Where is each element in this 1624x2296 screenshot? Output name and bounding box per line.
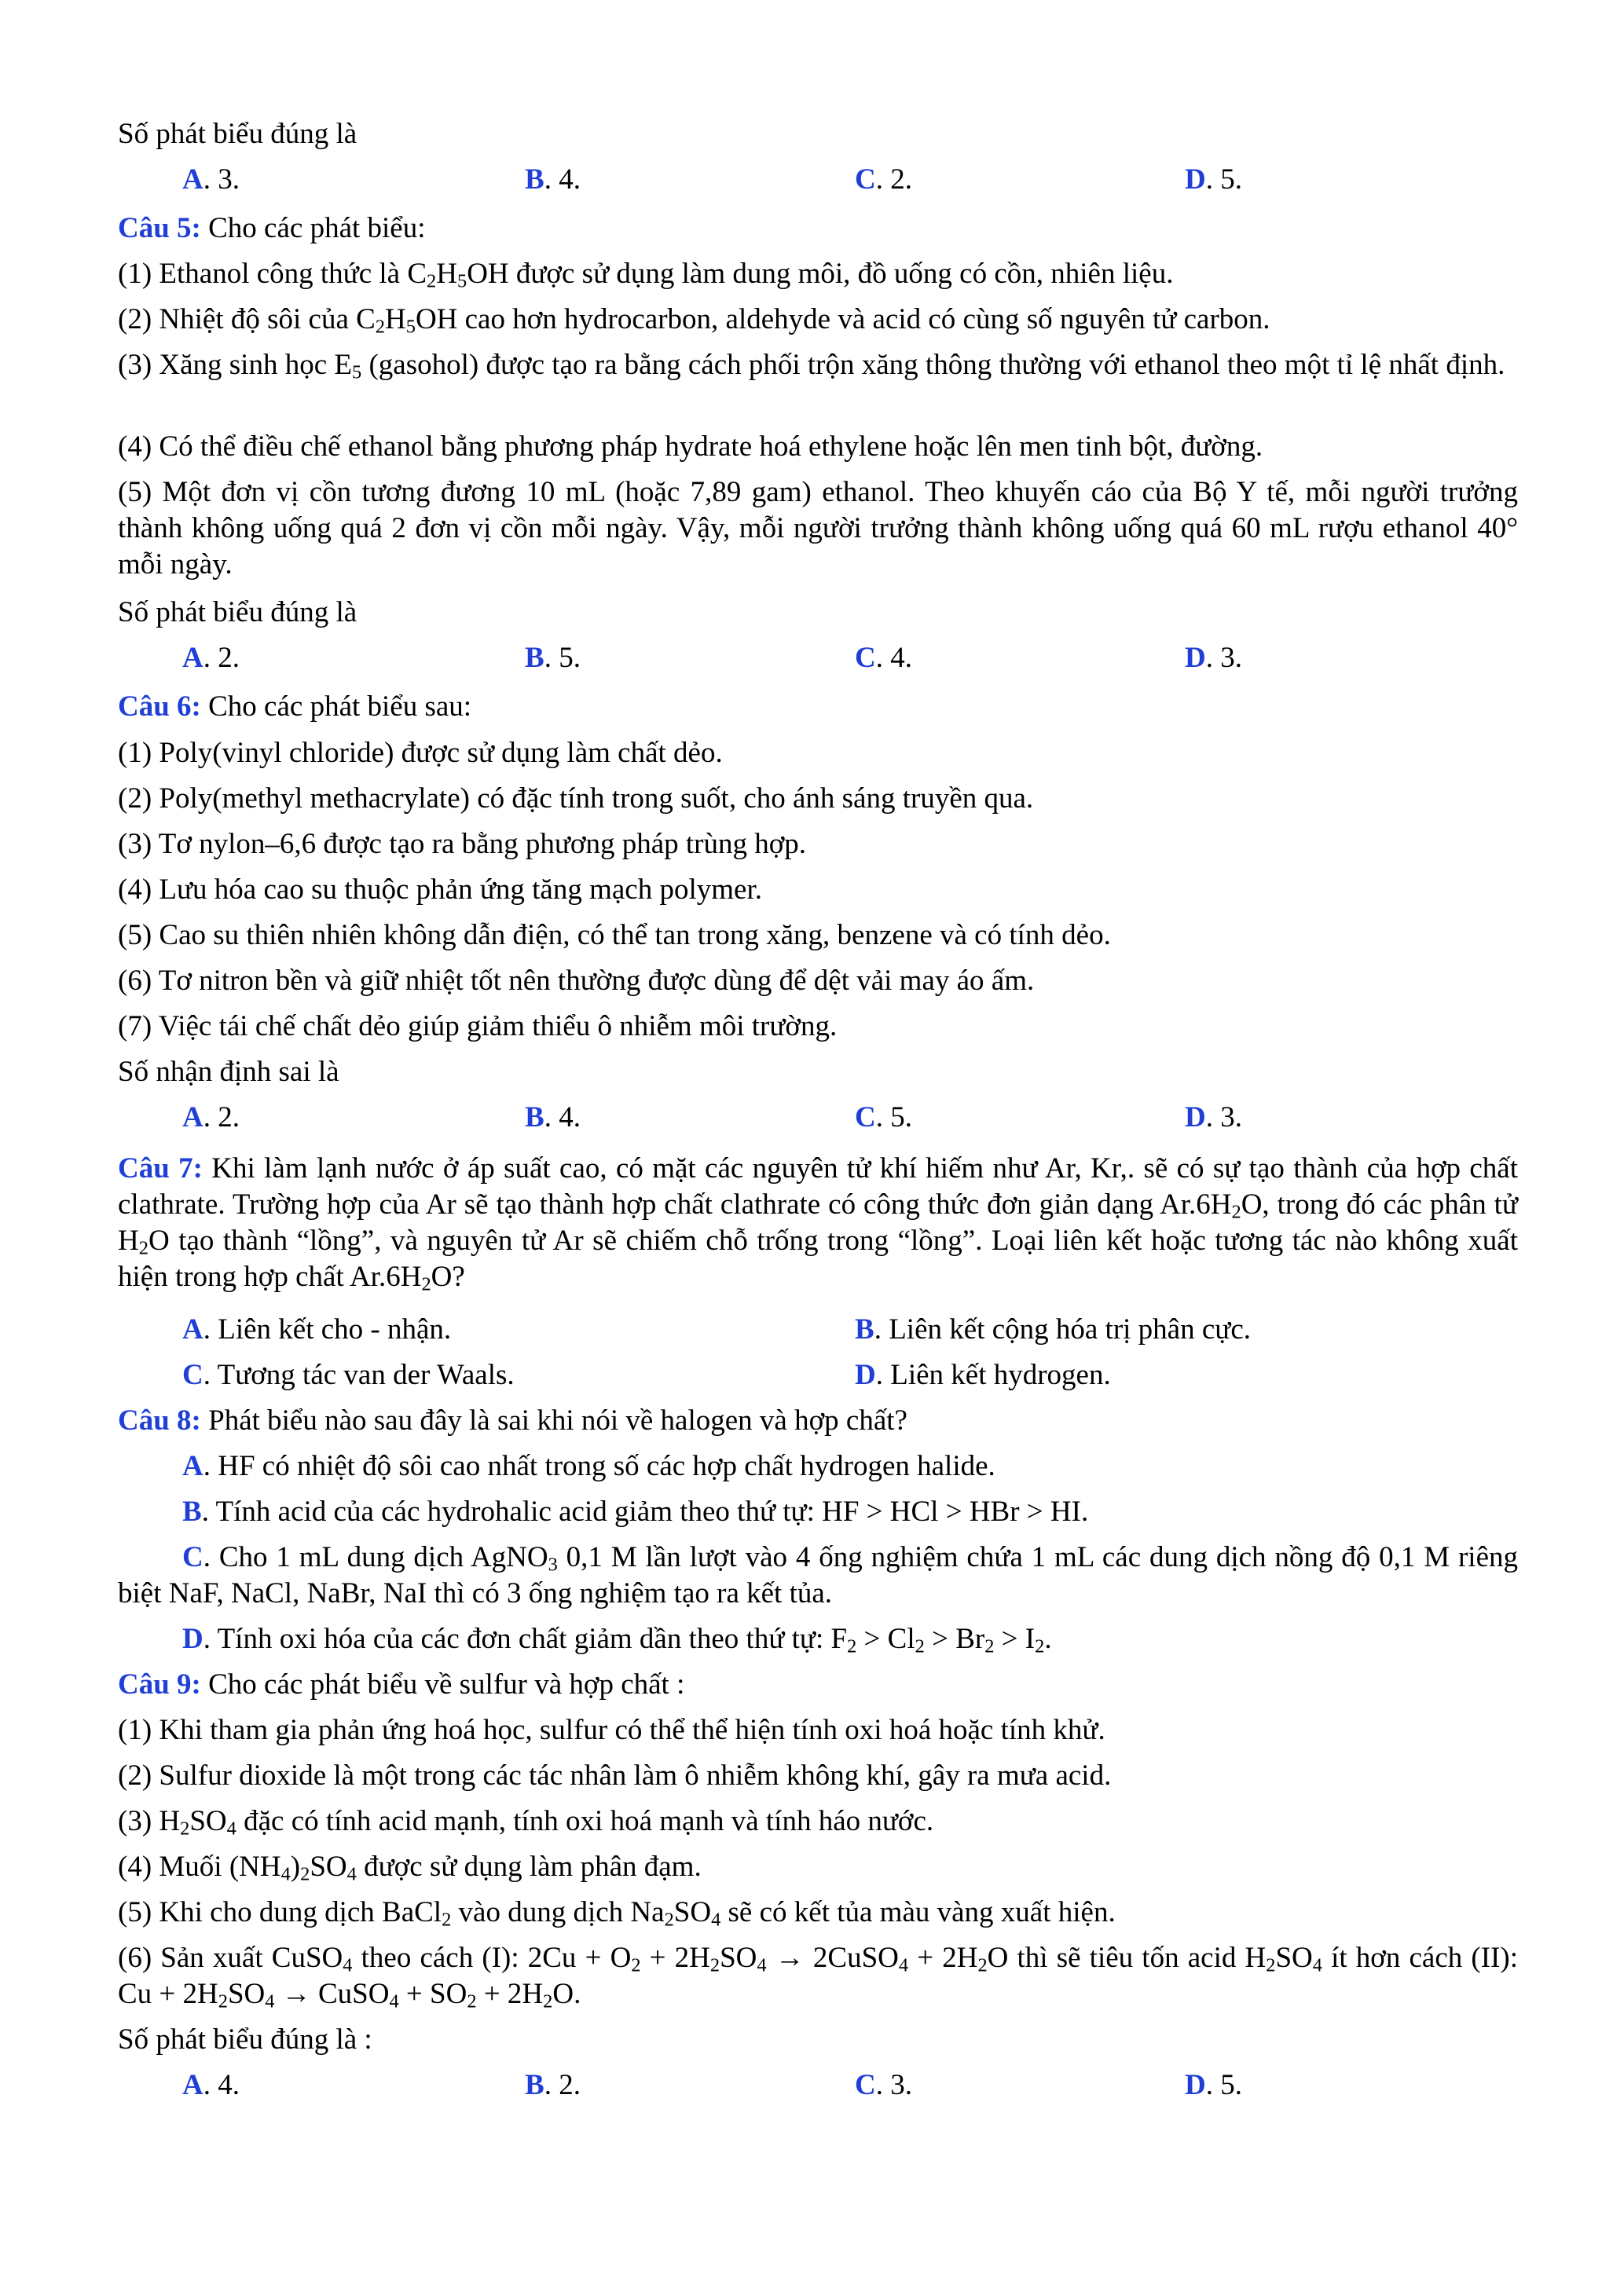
q6-option-a[interactable]: A. 2. [182, 1101, 240, 1133]
q8-heading: Câu 8: Phát biểu nào sau đây là sai khi nói về halogen và hợp chất? [118, 1404, 907, 1437]
q7-option-b[interactable]: B. Liên kết cộng hóa trị phân cực. [855, 1313, 1251, 1346]
q8-option-a[interactable]: A. HF có nhiệt độ sôi cao nhất trong số các hợp chất hydrogen halide. [182, 1450, 995, 1482]
q7-stem: Câu 7: Khi làm lạnh nước ở áp suất cao, có mặt các nguyên tử khí hiếm như Ar, Kr,. sẽ có sự tạo thành của hợp chất clathrate. Trường hợp của Ar sẽ tạo thành hợp chất clathrate có công thức đơn giản dạng $Ar.6H_2O$, trong đó các phân tử $H_2O$ tạo thành “lồng”, và nguyên tử Ar sẽ chiếm chỗ trống trong “lồng”. Loại liên kết hoặc tương tác nào không xuất hiện trong hợp chất $Ar.6H_2O$? [118, 1152, 1518, 1295]
q8-option-c[interactable]: C. Cho 1 mL dung dịch AgNO$_3$ 0,1 M lần lượt vào 4 ống nghiệm chứa 1 mL các dung dịch nồng độ 0,1 M riêng biệt NaF, NaCl, NaBr, NaI thì có 3 ống nghiệm tạo ra kết tủa. [118, 1541, 1518, 1609]
prev-option-b[interactable]: B. 4. [525, 163, 581, 196]
q8-option-b[interactable]: B. Tính acid của các hydrohalic acid giảm theo thứ tự: HF > HCl > HBr > HI. [182, 1496, 1089, 1528]
q5-option-a[interactable]: A. 2. [182, 642, 240, 674]
q9-statement-2: (2) Sulfur dioxide là một trong các tác nhân làm ô nhiễm không khí, gây ra mưa acid. [118, 1760, 1112, 1792]
q6-statement-4: (4) Lưu hóa cao su thuộc phản ứng tăng mạch polymer. [118, 873, 762, 906]
q5-option-b[interactable]: B. 5. [525, 642, 581, 674]
q6-statement-2: (2) Poly(methyl methacrylate) có đặc tính trong suốt, cho ánh sáng truyền qua. [118, 782, 1034, 815]
q9-prompt: Số phát biểu đúng là : [118, 2023, 372, 2056]
q6-options [0, 1100, 1624, 1136]
q7-options-row-1 [0, 1312, 1624, 1348]
q6-option-d[interactable]: D. 3. [1185, 1101, 1242, 1133]
q5-statement-3: (3) Xăng sinh học $E_5$ (gasohol) được tạo ra bằng cách phối trộn xăng thông thường với ethanol theo một tỉ lệ nhất định. [118, 349, 1505, 383]
q9-option-b[interactable]: B. 2. [525, 2069, 581, 2101]
q6-prompt: Số nhận định sai là [118, 1056, 339, 1088]
prev-option-d[interactable]: D. 5. [1185, 163, 1242, 196]
q5-statement-2: (2) Nhiệt độ sôi của $C_2H_5OH$ cao hơn hydrocarbon, aldehyde và acid có cùng số nguyên tử carbon. [118, 303, 1270, 338]
q7-option-a[interactable]: A. Liên kết cho - nhận. [182, 1313, 452, 1346]
prev-option-a[interactable]: A. 3. [182, 163, 240, 196]
q5-statement-5: (5) Một đơn vị cồn tương đương 10 mL (hoặc 7,89 gam) ethanol. Theo khuyến cáo của Bộ Y tế, mỗi người trưởng thành không uống quá 2 đơn vị cồn mỗi ngày. Vậy, mỗi người trưởng thành không uống quá 60 mL rượu ethanol 40° mỗi ngày. [118, 476, 1518, 580]
q5-prompt: Số phát biểu đúng là [118, 596, 357, 628]
q5-option-d[interactable]: D. 3. [1185, 642, 1242, 674]
q5-statement-1: (1) Ethanol công thức là $C_2H_5OH$ được sử dụng làm dung môi, đồ uống có cồn, nhiên liệu. [118, 258, 1174, 292]
prev-options [0, 162, 1624, 198]
q6-option-c[interactable]: C. 5. [855, 1101, 912, 1133]
q9-statement-5: (5) Khi cho dung dịch BaCl$_2$ vào dung dịch $Na_2SO_4$ sẽ có kết tủa màu vàng xuất hiện. [118, 1896, 1116, 1931]
q6-statement-6: (6) Tơ nitron bền và giữ nhiệt tốt nên thường được dùng để dệt vải may áo ấm. [118, 965, 1035, 997]
q7-options-row-2 [0, 1357, 1624, 1393]
q6-statement-7: (7) Việc tái chế chất dẻo giúp giảm thiểu ô nhiễm môi trường. [118, 1010, 838, 1042]
q9-statement-3: (3) $H_2SO_4$ đặc có tính acid mạnh, tính oxi hoá mạnh và tính háo nước. [118, 1805, 934, 1840]
q9-option-d[interactable]: D. 5. [1185, 2069, 1242, 2101]
q7-option-c[interactable]: C. Tương tác van der Waals. [182, 1359, 515, 1391]
q9-option-c[interactable]: C. 3. [855, 2069, 912, 2101]
q9-options [0, 2067, 1624, 2104]
prev-question-prompt: Số phát biểu đúng là [118, 118, 357, 150]
q9-heading: Câu 9: Cho các phát biểu về sulfur và hợp chất : [118, 1668, 685, 1701]
q8-option-d[interactable]: D. Tính oxi hóa của các đơn chất giảm dần theo thứ tự: $F_2 > Cl_2 > Br_2 > I_2$. [182, 1623, 1052, 1657]
q9-option-a[interactable]: A. 4. [182, 2069, 240, 2101]
q6-heading: Câu 6: Cho các phát biểu sau: [118, 690, 472, 723]
q5-options [0, 640, 1624, 676]
q7-label: Câu 7: [118, 1152, 203, 1185]
q7-option-d[interactable]: D. Liên kết hydrogen. [855, 1359, 1111, 1391]
q5-statement-4: (4) Có thể điều chế ethanol bằng phương pháp hydrate hoá ethylene hoặc lên men tinh bột, đường. [118, 430, 1263, 463]
q6-option-b[interactable]: B. 4. [525, 1101, 581, 1133]
q6-statement-5: (5) Cao su thiên nhiên không dẫn điện, có thể tan trong xăng, benzene và có tính dẻo. [118, 919, 1111, 951]
q9-statement-4: (4) Muối $(NH_4)_2SO_4$ được sử dụng làm phân đạm. [118, 1851, 702, 1885]
q9-statement-6: (6) Sản xuất CuSO$_4$ theo cách (I): $2Cu + O_2 + 2H_2SO_4$ → 2CuSO$_4$ + $2H_2O$ thì sẽ tiêu tốn acid $H_2SO_4$ ít hơn cách (II): $Cu + 2H_2SO_4$ → CuSO$_4$ + $SO_2 + 2H_2O$. [118, 1942, 1518, 2012]
q9-label: Câu 9: [118, 1668, 201, 1701]
q6-label: Câu 6: [118, 690, 201, 723]
q9-statement-1: (1) Khi tham gia phản ứng hoá học, sulfur có thể thể hiện tính oxi hoá hoặc tính khử. [118, 1714, 1105, 1746]
q6-statement-1: (1) Poly(vinyl chloride) được sử dụng làm chất dẻo. [118, 737, 723, 769]
prev-option-c[interactable]: C. 2. [855, 163, 912, 196]
q6-statement-3: (3) Tơ nylon–6,6 được tạo ra bằng phương pháp trùng hợp. [118, 828, 807, 860]
q5-option-c[interactable]: C. 4. [855, 642, 912, 674]
q5-heading: Câu 5: Cho các phát biểu: [118, 212, 426, 244]
q5-label: Câu 5: [118, 212, 201, 244]
q8-label: Câu 8: [118, 1404, 201, 1437]
